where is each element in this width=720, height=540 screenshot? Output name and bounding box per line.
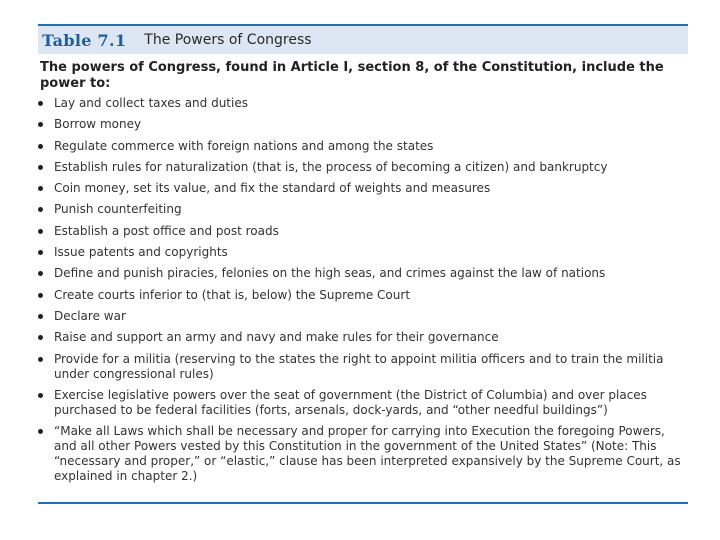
bullet-icon	[38, 207, 43, 212]
list-item	[38, 160, 688, 175]
bullet-icon	[38, 429, 43, 434]
list-item	[38, 352, 688, 382]
list-item-text: Raise and support an army and navy and make rules for their governance	[54, 330, 499, 345]
list-item-text: Borrow money	[54, 117, 142, 132]
table-title: The Powers of Congress	[144, 32, 312, 48]
list-item-text: “Make all Laws which shall be necessary and proper for carrying into Execution the foregoing Powers, and all other Powers vested by this Constitution in the government of the United States” (Note: This “necessary and proper,” or “elastic,” clause has been interpreted expansively by the Supreme Court, as explained in chapter 2.)	[54, 424, 681, 484]
list-item-text: Define and punish piracies, felonies on the high seas, and crimes against the law of nations	[54, 266, 606, 281]
list-item-text: Coin money, set its value, and fix the standard of weights and measures	[54, 181, 491, 196]
bullet-icon	[38, 250, 43, 255]
bullet-icon	[38, 122, 43, 127]
list-item-text: Establish a post office and post roads	[54, 223, 279, 238]
list-item-text: Punish counterfeiting	[54, 202, 182, 217]
list-item-text: Lay and collect taxes and duties	[54, 96, 248, 110]
bullet-icon	[38, 314, 43, 319]
list-item	[38, 330, 688, 345]
bullet-icon	[38, 186, 43, 191]
bullet-icon	[38, 101, 43, 106]
table-title-bar	[38, 26, 688, 54]
powers-table	[38, 24, 688, 504]
table-intro: The powers of Congress, found in Article I, section 8, of the Constitution, include the power to:	[40, 60, 664, 91]
list-item	[38, 309, 688, 324]
bullet-icon	[38, 271, 43, 276]
list-item	[38, 181, 688, 196]
list-item	[38, 388, 688, 418]
list-item	[38, 139, 688, 154]
list-item-text: Create courts inferior to (that is, below) the Supreme Court	[54, 287, 411, 302]
list-item-text: Exercise legislative powers over the seat of government (the District of Columbia) and over places purchased to be federal facilities (forts, arsenals, dock-yards, and “other needful buildings”)	[54, 387, 647, 417]
bullet-icon	[38, 165, 43, 170]
bullet-icon	[38, 393, 43, 398]
list-item-text: Provide for a militia (reserving to the states the right to appoint militia officers and to train the militia under congressional rules)	[54, 351, 664, 381]
list-item	[38, 245, 688, 260]
bullet-icon	[38, 335, 43, 340]
list-item	[38, 224, 688, 239]
list-item	[38, 424, 688, 484]
list-item-text: Establish rules for naturalization (that is, the process of becoming a citizen) and bankruptcy	[54, 159, 608, 174]
list-item	[38, 266, 688, 281]
list-item-text: Issue patents and copyrights	[54, 245, 228, 260]
bullet-icon	[38, 357, 43, 362]
powers-list	[38, 96, 688, 484]
list-item	[38, 117, 688, 132]
list-item	[38, 96, 688, 111]
list-item-text: Regulate commerce with foreign nations and among the states	[54, 138, 434, 153]
table-number: Table 7.1	[42, 30, 127, 50]
bullet-icon	[38, 293, 43, 298]
bullet-icon	[38, 229, 43, 234]
list-item	[38, 288, 688, 303]
bullet-icon	[38, 144, 43, 149]
list-item	[38, 202, 688, 217]
list-item-text: Declare war	[54, 308, 126, 323]
